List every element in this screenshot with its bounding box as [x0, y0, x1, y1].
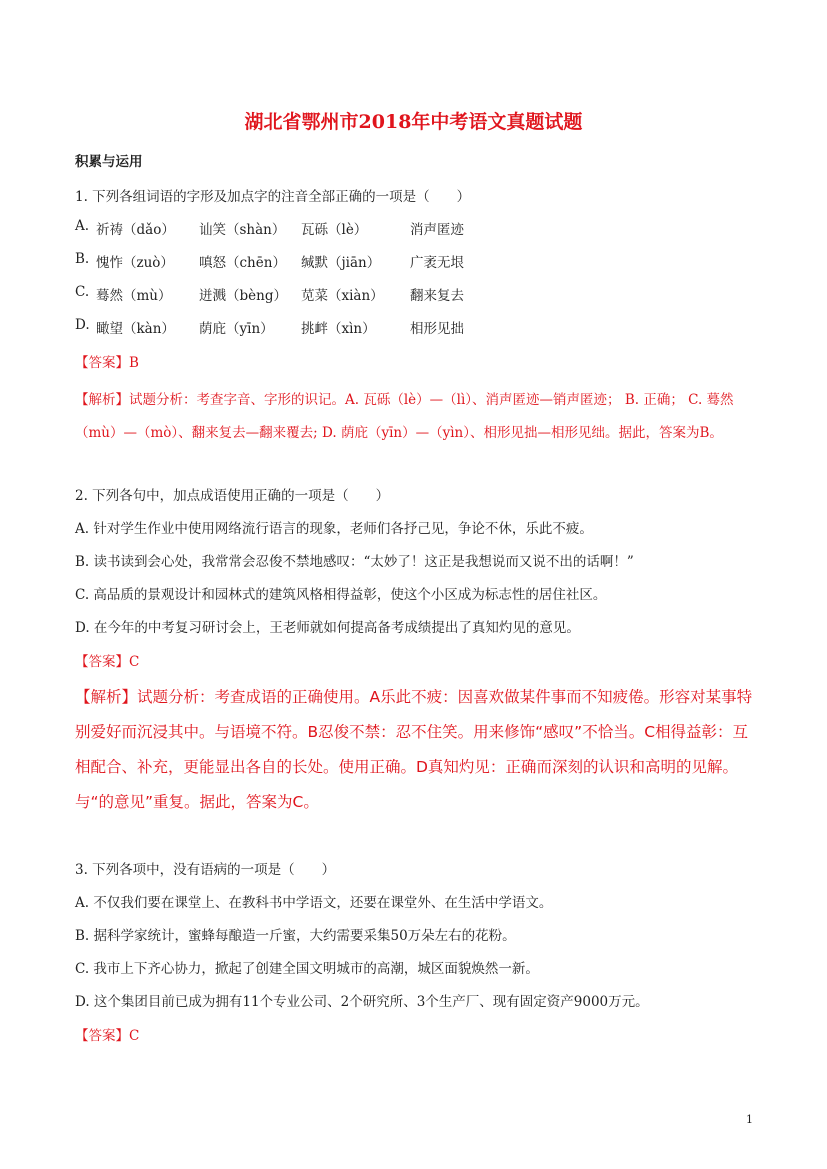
- option-word: 缄默（jiān）: [301, 255, 381, 271]
- option-word: 迸溅（bèng）: [199, 288, 287, 304]
- option-word: 广袤无垠: [410, 255, 464, 271]
- q2-option-d: D. 在今年的中考复习研讨会上，王老师就如何提高备考成绩提出了真知灼见的意见。: [75, 620, 580, 636]
- option-word: 瞰望（kàn）: [96, 321, 175, 337]
- q3-stem: 3. 下列各项中，没有语病的一项是（ ）: [75, 862, 336, 878]
- q2-option-a: A. 针对学生作业中使用网络流行语言的现象，老师们各抒己见，争论不休，乐此不疲。: [75, 521, 593, 537]
- option-label: A.: [75, 218, 90, 234]
- option-word: 翻来复去: [410, 288, 464, 304]
- q3-answer: 【答案】C: [75, 1028, 140, 1044]
- q1-analysis: 【解析】试题分析：考查字音、字形的识记。A. 瓦砾（lè）—（lì）、消声匿迹—销声匿迹； B. 正确； C. 蓦然（mù）—（mò）、翻来复去—翻来覆去; D. 荫庇（yīn）—（yìn）、相形见拙—相形见绌。据此，答案为B。: [75, 392, 734, 441]
- option-label: B.: [75, 251, 90, 267]
- q2-stem: 2. 下列各句中，加点成语使用正确的一项是（ ）: [75, 488, 390, 504]
- option-label: D.: [75, 317, 90, 333]
- option-word: 愧怍（zuò）: [96, 255, 174, 271]
- page-title: 湖北省鄂州市2018年中考语文真题试题: [244, 111, 583, 133]
- option-word: 祈祷（dǎo）: [96, 222, 175, 238]
- q3-option-c: C. 我市上下齐心协力，掀起了创建全国文明城市的高潮，城区面貌焕然一新。: [75, 961, 539, 977]
- q2-answer: 【答案】C: [75, 654, 140, 670]
- option-word: 讪笑（shàn）: [199, 222, 286, 238]
- option-word: 消声匿迹: [410, 222, 464, 238]
- option-word: 蓦然（mù）: [96, 288, 172, 304]
- q3-option-a: A. 不仅我们要在课堂上、在教科书中学语文，还要在课堂外、在生活中学语文。: [75, 895, 553, 911]
- q3-option-d: D. 这个集团目前已成为拥有11个专业公司、2个研究所、3个生产厂、现有固定资产9000万元。: [75, 994, 649, 1010]
- page-number: 1: [746, 1113, 753, 1126]
- option-word: 苋菜（xiàn）: [301, 288, 384, 304]
- option-word: 嗔怒（chēn）: [199, 255, 286, 271]
- q2-option-c: C. 高品质的景观设计和园林式的建筑风格相得益彰，使这个小区成为标志性的居住社区。: [75, 587, 607, 603]
- q1-stem: 1. 下列各组词语的字形及加点字的注音全部正确的一项是（ ）: [75, 189, 471, 205]
- q1-answer: 【答案】B: [75, 355, 139, 371]
- q2-analysis: 【解析】试题分析：考查成语的正确使用。A乐此不疲：因喜欢做某件事而不知疲倦。形容对某事特别爱好而沉浸其中。与语境不符。B忍俊不禁：忍不住笑。用来修饰“感叹”不恰当。C相得益彰：互相配合、补充，更能显出各自的长处。使用正确。D真知灼见：正确而深刻的认识和高明的见解。与“的意见”重复。据此，答案为C。: [75, 688, 753, 811]
- option-label: C.: [75, 284, 90, 300]
- option-word: 瓦砾（lè）: [301, 222, 368, 238]
- q2-option-b: B. 读书读到会心处，我常常会忍俊不禁地感叹：“太妙了！这正是我想说而又说不出的话啊！”: [75, 554, 634, 570]
- q3-option-b: B. 据科学家统计，蜜蜂每酿造一斤蜜，大约需要采集50万朵左右的花粉。: [75, 928, 516, 944]
- option-word: 挑衅（xìn）: [301, 321, 376, 337]
- section-heading: 积累与运用: [75, 154, 143, 170]
- option-word: 荫庇（yīn）: [199, 321, 274, 337]
- option-word: 相形见拙: [410, 321, 464, 337]
